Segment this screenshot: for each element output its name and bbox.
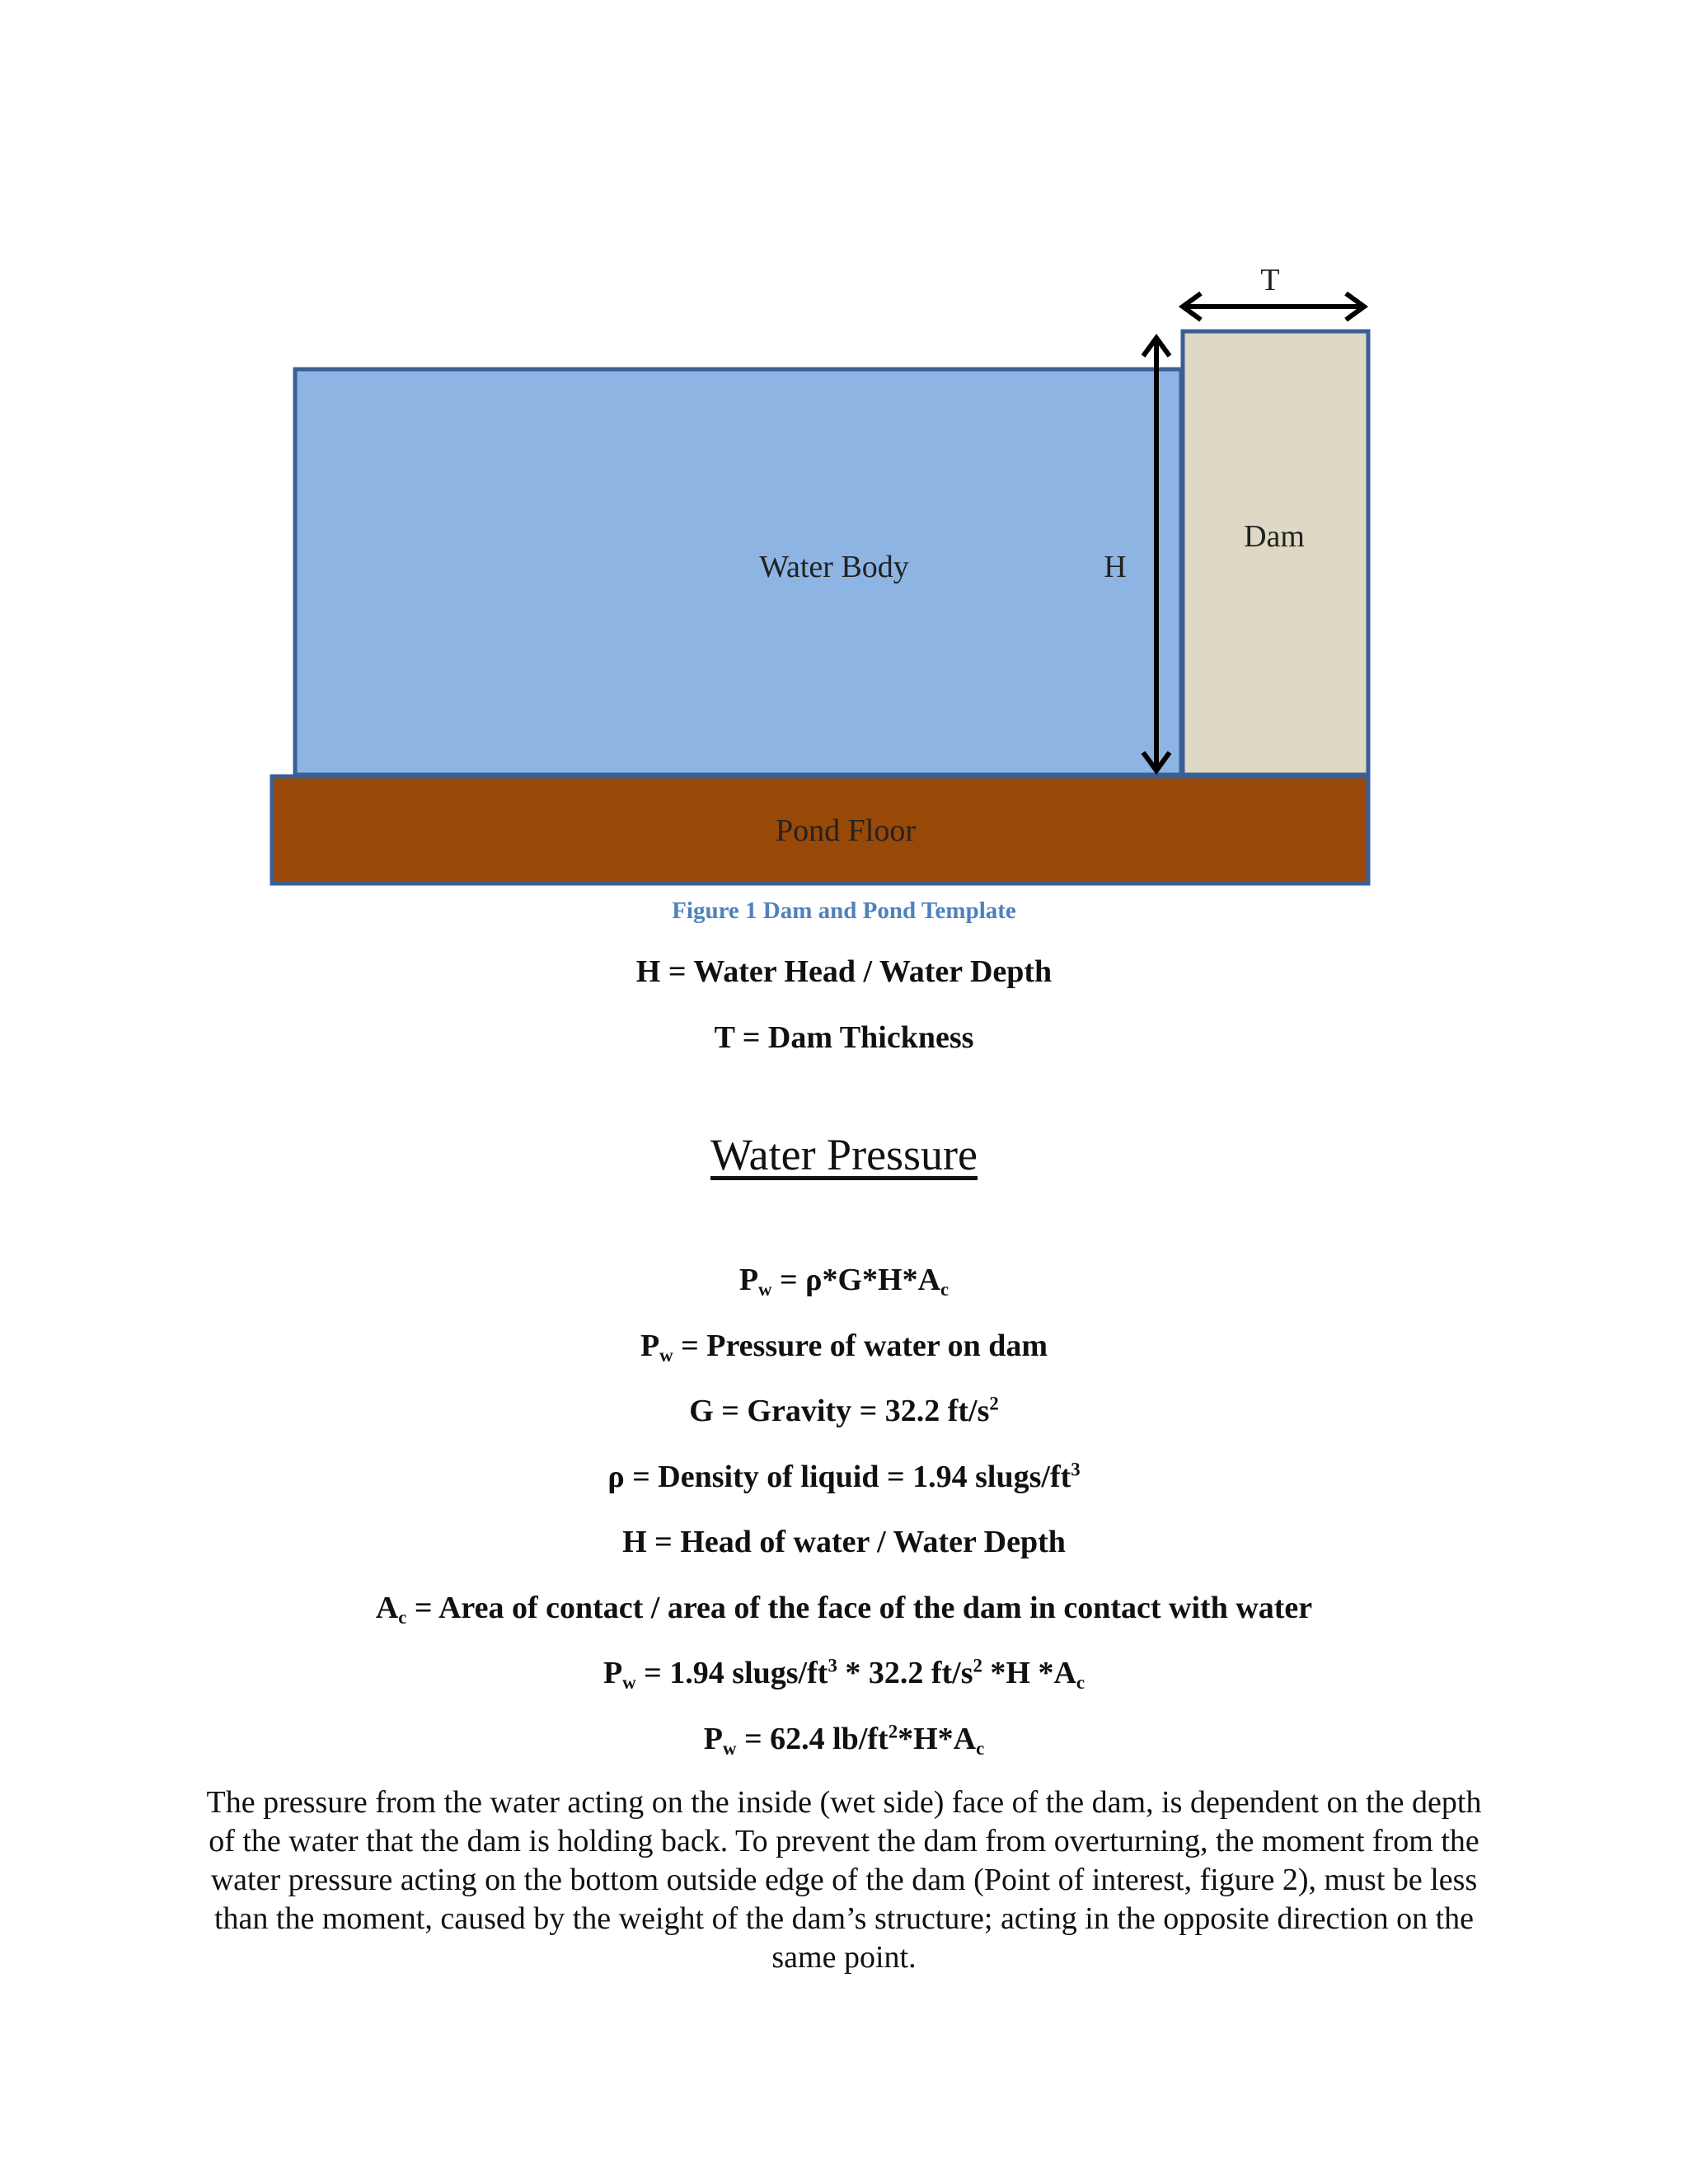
h-label: H — [1104, 550, 1127, 584]
equation-area-definition: $A_c$ = Area of contact / area of the face of the dam in contact with water — [375, 1591, 1313, 1628]
equation-pressure-formula: $P_w = \rho*G*H*A_c$ — [738, 1263, 950, 1300]
water-body-label: Water Body — [759, 550, 909, 584]
equation-pw-definition: $P_w$ = Pressure of water on dam — [640, 1329, 1048, 1366]
equation-substitution-2: $P_w = 62.4$ $lb/ft^2*H*A_c$ — [703, 1721, 985, 1759]
body-paragraph: The pressure from the water acting on the inside (wet side) face of the dam, is dependent on the depth of the water that the dam is holding back. To prevent the dam from overturning, the moment from the water pressure acting on the bottom outside edge of the dam (Point of interest, figure 2), must be less than the moment, caused by the weight of the dam’s structure; acting in the opposite direction on the same point. — [206, 1785, 1482, 1975]
equation-gravity-definition: G = Gravity = 32.2 $ft/s^2$ — [689, 1393, 999, 1428]
equation-substitution-1: $P_w = 1.94$ slugs/$ft^3 * 32.2$ $ft/s^2$ *H $*A_c$ — [603, 1655, 1085, 1693]
equation-head-definition: H = Head of water / Water Depth — [622, 1525, 1066, 1559]
figure-caption: Figure 1 Dam and Pond Template — [672, 898, 1016, 924]
definition-h: H = Water Head / Water Depth — [635, 954, 1053, 989]
equation-density-definition: ρ = Density of liquid = 1.94 slugs/$ft^3$ — [607, 1459, 1081, 1494]
section-heading: Water Pressure — [710, 1130, 978, 1179]
t-label: T — [1260, 263, 1280, 298]
dam-pond-figure — [0, 0, 1688, 907]
dam-label: Dam — [1244, 519, 1305, 554]
pond-floor-label: Pond Floor — [776, 813, 916, 848]
water-body — [295, 369, 1181, 775]
definition-t: T = Dam Thickness — [714, 1020, 974, 1055]
